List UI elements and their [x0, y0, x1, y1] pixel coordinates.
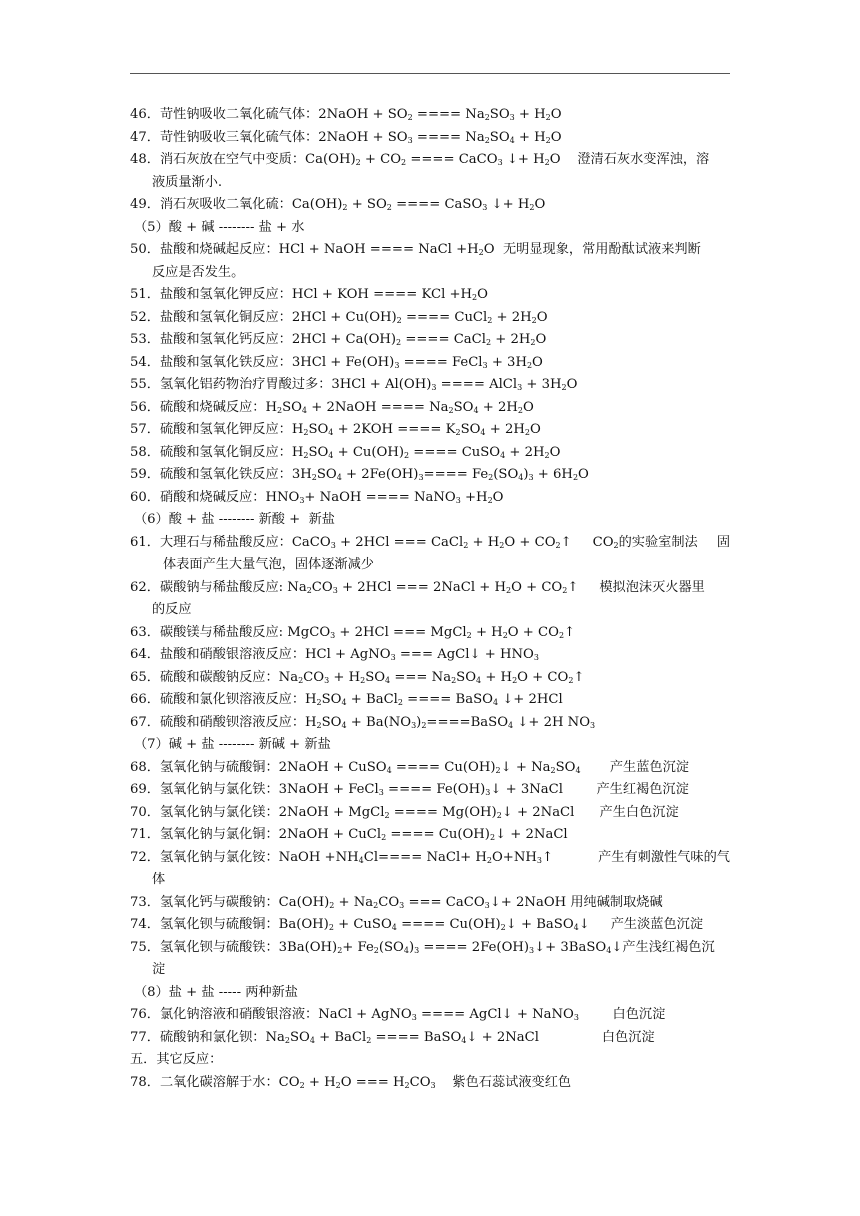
- equation-line: 75．氢氧化钡与硫酸铁：$3Ba(OH)_2+ Fe_2(SO_4)_3$ ==== $2Fe(OH)_3↓+$ 3BaSO$_4$↓产生浅红褐色沉: [130, 939, 715, 955]
- continuation-line: 体: [152, 872, 166, 887]
- equation-line: 64．盐酸和硝酸银溶液反应：HCl + AgNO$_3$ === AgCl↓ + $HNO_3$: [130, 647, 539, 662]
- equation-text: 72．氢氧化钠与氯化铵：NaOH $+NH_4Cl====$ NaCl+ $H_2O+NH_3↑$: [130, 849, 554, 865]
- equation-line: 73．氢氧化钙与碳酸钠：$Ca(OH)_2 + Na_2CO_3$ === CaCO$_3$↓+ 2NaOH 用纯碱制取烧碱: [130, 894, 663, 910]
- equation-line: 51．盐酸和氢氧化钾反应：HCl + KOH ==== KCl $+H_2O$: [130, 287, 488, 302]
- equation-line: 五．其它反应：: [130, 1052, 223, 1067]
- equation-line: 67．硫酸和硝酸钡溶液反应：$H_2SO_4$ + $Ba(NO_3)_2====BaSO_4$ ↓+ 2H $NO_3$: [130, 714, 596, 730]
- equation-line: 78．二氧化碳溶解于水：$CO_2 + H_2O$ === $H_2CO_3$ 紫色石蕊试液变红色: [130, 1074, 572, 1090]
- equation-note: 固: [716, 534, 730, 550]
- equation-line: 58．硫酸和氢氧化铜反应：$H_2SO_4 + Cu(OH)_2$ ==== CuSO$_4$ + $2H_2O$: [130, 444, 561, 460]
- equation-line: 71．氢氧化钠与氯化铜：2NaOH + CuCl$_2$ ==== $Cu(OH)_2↓$ + 2NaCl: [130, 827, 568, 842]
- equation-line: 60．硝酸和烧碱反应：$HNO_3+$ NaOH ==== NaNO$_3$ $+H_2O$: [130, 489, 504, 505]
- equation-line: 57．硫酸和氢氧化钾反应：$H_2SO_4 + 2KOH$ ==== $K_2SO_4 + 2H_2O$: [130, 422, 541, 437]
- continuation-line: 反应是否发生。: [152, 264, 245, 280]
- equation-line: 54．盐酸和氢氧化铁反应：$3HCl + Fe(OH)_3$ ==== FeCl$_3$ + $3H_2O$: [130, 354, 543, 370]
- equation-line: 65．硫酸和碳酸钠反应：$Na_2CO_3 + H_2SO_4$ === $Na_2SO_4 + H_2O$ + $CO_2↑$: [130, 669, 585, 685]
- section-heading: （6）酸 + 盐 -------- 新酸 + 新盐: [134, 512, 335, 527]
- continuation-line: 体表面产生大量气泡，固体逐渐减少: [163, 557, 374, 572]
- equation-line: 76．氯化钠溶液和硝酸银溶液：NaCl + AgNO$_3$ ==== AgCl↓ + NaNO$_3$ 白色沉淀: [130, 1007, 666, 1022]
- equation-line: 68．氢氧化钠与硫酸铜：2NaOH + CuSO$_4$ ==== $Cu(OH)_2↓ + Na_2SO_4$ 产生蓝色沉淀: [130, 759, 689, 775]
- equation-list: [130, 104, 730, 1094]
- equation-line: 48．消石灰放在空气中变质：$Ca(OH)_2 + CO_2$ ==== CaCO$_3$ ↓+ $H_2O$ 澄清石灰水变浑浊，溶: [130, 152, 710, 167]
- equation-line: 46．苛性钠吸收二氧化硫气体：2NaOH + $SO_2$ ==== $Na_2SO_3 + H_2O$: [130, 107, 562, 122]
- section-heading: （8）盐 + 盐 ----- 两种新盐: [134, 984, 298, 1000]
- equation-line: 63．碳酸镁与稀盐酸反应: MgCO$_3$ + 2HCl === MgCl$_2$ + $H_2O$ + $CO_2↑$: [130, 624, 576, 640]
- equation-text: 61．大理石与稀盐酸反应：CaCO$_3$ + 2HCl === CaCl$_2$ + $H_2O$ + $CO_2↑$ $CO_2$的实验室制法: [130, 534, 698, 550]
- equation-line: 49．消石灰吸收二氧化硫：$Ca(OH)_2 + SO_2$ ==== CaSO$_3$ ↓+ $H_2O$: [130, 197, 546, 212]
- section-heading: （7）碱 + 盐 -------- 新碱 + 新盐: [134, 737, 331, 752]
- equation-line: 53．盐酸和氢氧化钙反应：$2HCl + Ca(OH)_2$ ==== CaCl$_2$ + $2H_2O$: [130, 332, 547, 347]
- header-rule: [130, 73, 730, 74]
- continuation-line: 的反应: [152, 602, 192, 617]
- equation-line: 69．氢氧化钠与氯化铁：3NaOH + FeCl$_3$ ==== $Fe(OH)_3↓$ + 3NaCl 产生红褐色沉淀: [130, 782, 689, 797]
- equation-line: 70．氢氧化钠与氯化镁：2NaOH + MgCl$_2$ ==== $Mg(OH)_2↓$ + 2NaCl 产生白色沉淀: [130, 804, 679, 820]
- equation-line: 62．碳酸钠与稀盐酸反应: $Na_2CO_3 + 2HCl$ === 2NaCl + $H_2O$ + $CO_2↑$ 模拟泡沫灭火器里: [130, 579, 705, 595]
- equation-line: 74．氢氧化钡与硫酸铜：$Ba(OH)_2$ + CuSO$_4$ ==== $Cu(OH)_2↓$ + BaSO$_4$↓ 产生淡蓝色沉淀: [130, 917, 704, 932]
- equation-line: [130, 847, 730, 870]
- equation-line: 56．硫酸和烧碱反应：$H_2SO_4$ + 2NaOH ==== $Na_2SO_4 + 2H_2O$: [130, 399, 534, 415]
- equation-line: [130, 532, 730, 555]
- continuation-line: 液质量渐小.: [152, 174, 223, 190]
- equation-note: 产生有刺激性气味的气: [598, 849, 730, 865]
- equation-line: 66．硫酸和氯化钡溶液反应：$H_2SO_4$ + BaCl$_2$ ==== BaSO$_4$ ↓+ 2HCl: [130, 692, 563, 707]
- continuation-line: 淀: [152, 962, 166, 977]
- equation-line: 59．硫酸和氢氧化铁反应：$3H_2SO_4 + 2Fe(OH)_3==== Fe_2(SO_4)_3 + 6H_2O$: [130, 467, 589, 482]
- equation-line: 52．盐酸和氢氧化铜反应：$2HCl + Cu(OH)_2$ ==== CuCl$_2$ + $2H_2O$: [130, 309, 548, 325]
- equation-line: 55．氢氧化铝药物治疗胃酸过多：$3HCl + Al(OH)_3$ ==== AlCl$_3$ + $3H_2O$: [130, 377, 578, 392]
- equation-line: 77．硫酸钠和氯化钡：$Na_2SO_4$ + BaCl$_2$ ==== BaSO$_4$↓ + 2NaCl 白色沉淀: [130, 1029, 655, 1045]
- equation-line: 47．苛性钠吸收三氧化硫气体：2NaOH + $SO_3$ ==== $Na_2SO_4 + H_2O$: [130, 129, 562, 145]
- equation-line: 50．盐酸和烧碱起反应：HCl + NaOH ==== NaCl $+H_2O$ 无明显现象，常用酚酞试液来判断: [130, 242, 701, 257]
- section-heading: （5）酸 + 碱 -------- 盐 + 水: [134, 219, 305, 235]
